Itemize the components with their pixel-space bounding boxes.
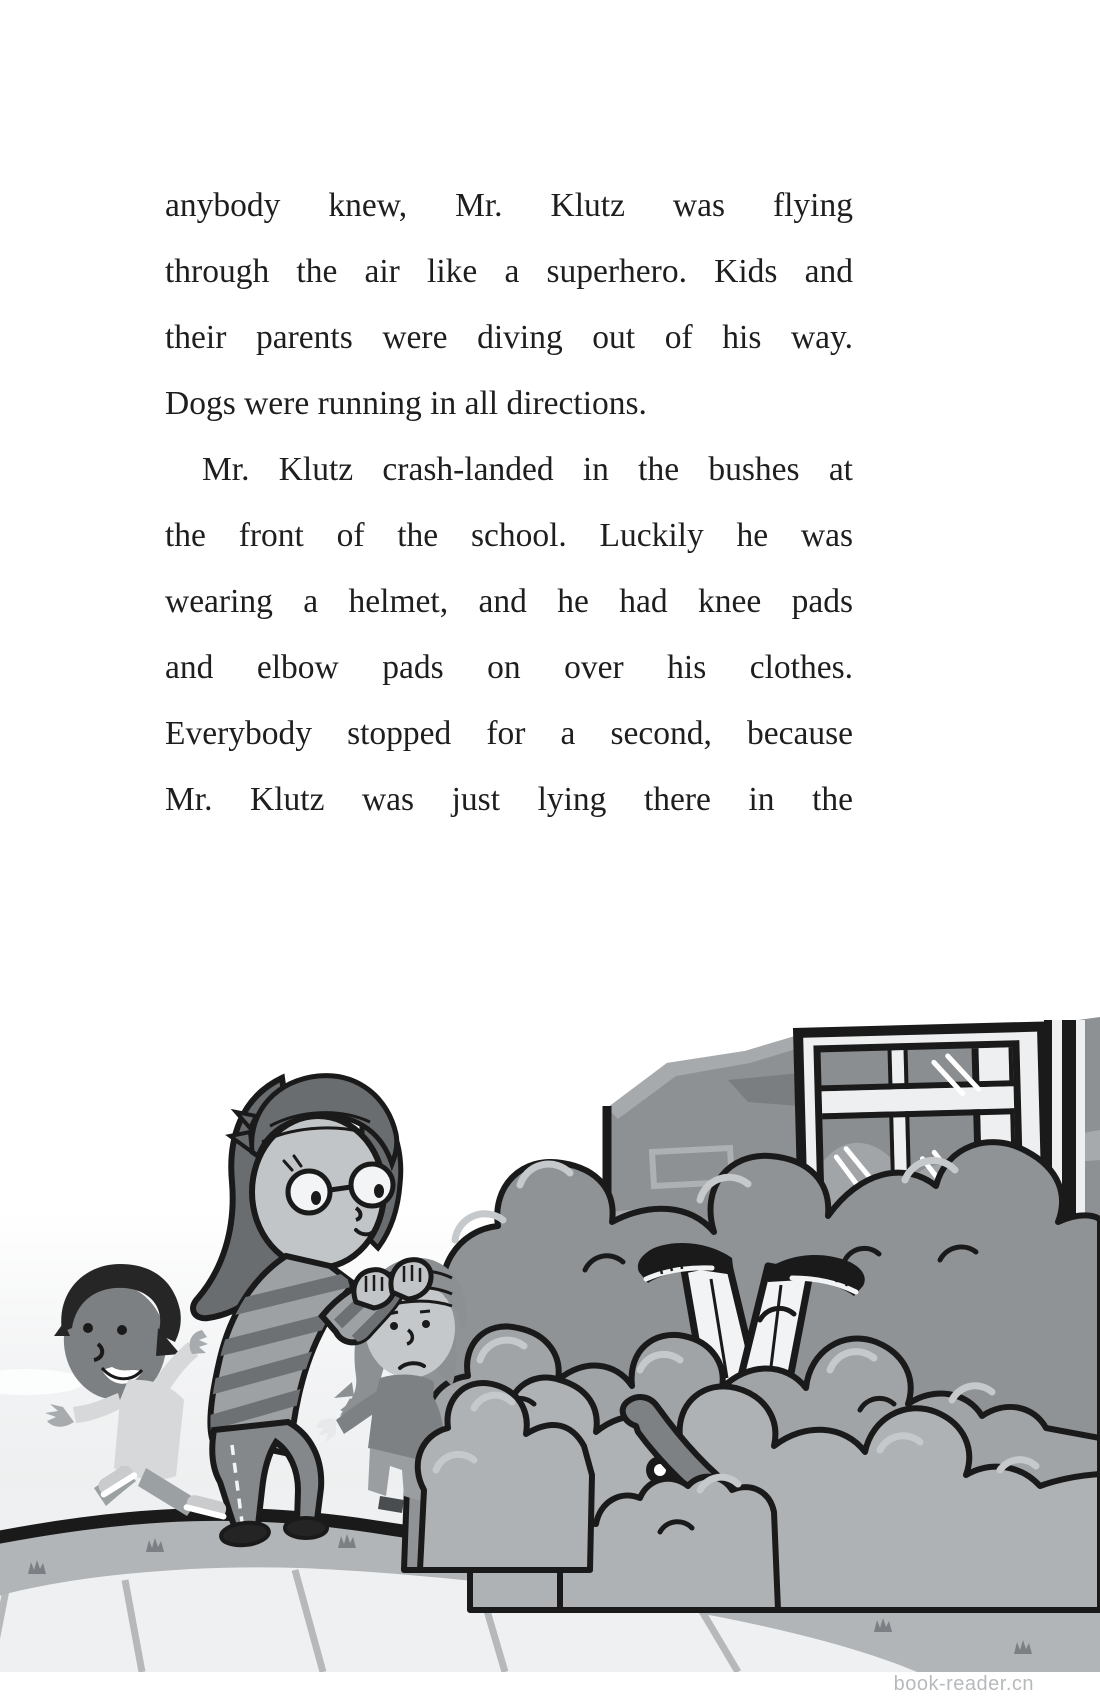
watermark: book-reader.cn xyxy=(893,1673,1034,1695)
story-line: and elbow pads on over his clothes. xyxy=(165,649,853,686)
story-line: their parents were diving out of his way. xyxy=(165,319,853,356)
shoe xyxy=(285,1518,327,1538)
story-line: Mr. Klutz crash-landed in the bushes at xyxy=(202,451,853,488)
story-line: the front of the school. Luckily he was xyxy=(165,517,853,554)
shirt xyxy=(114,1380,184,1480)
story-line: Everybody stopped for a second, because xyxy=(165,715,853,752)
illustration xyxy=(0,930,1100,1672)
story-line: through the air like a superhero. Kids and xyxy=(165,253,853,290)
story-line: Dogs were running in all directions. xyxy=(165,385,647,422)
story-line: anybody knew, Mr. Klutz was flying xyxy=(165,187,853,224)
story-line: wearing a helmet, and he had knee pads xyxy=(165,583,853,620)
story-text xyxy=(165,173,853,833)
story-line: Mr. Klutz was just lying there in the xyxy=(165,781,853,818)
